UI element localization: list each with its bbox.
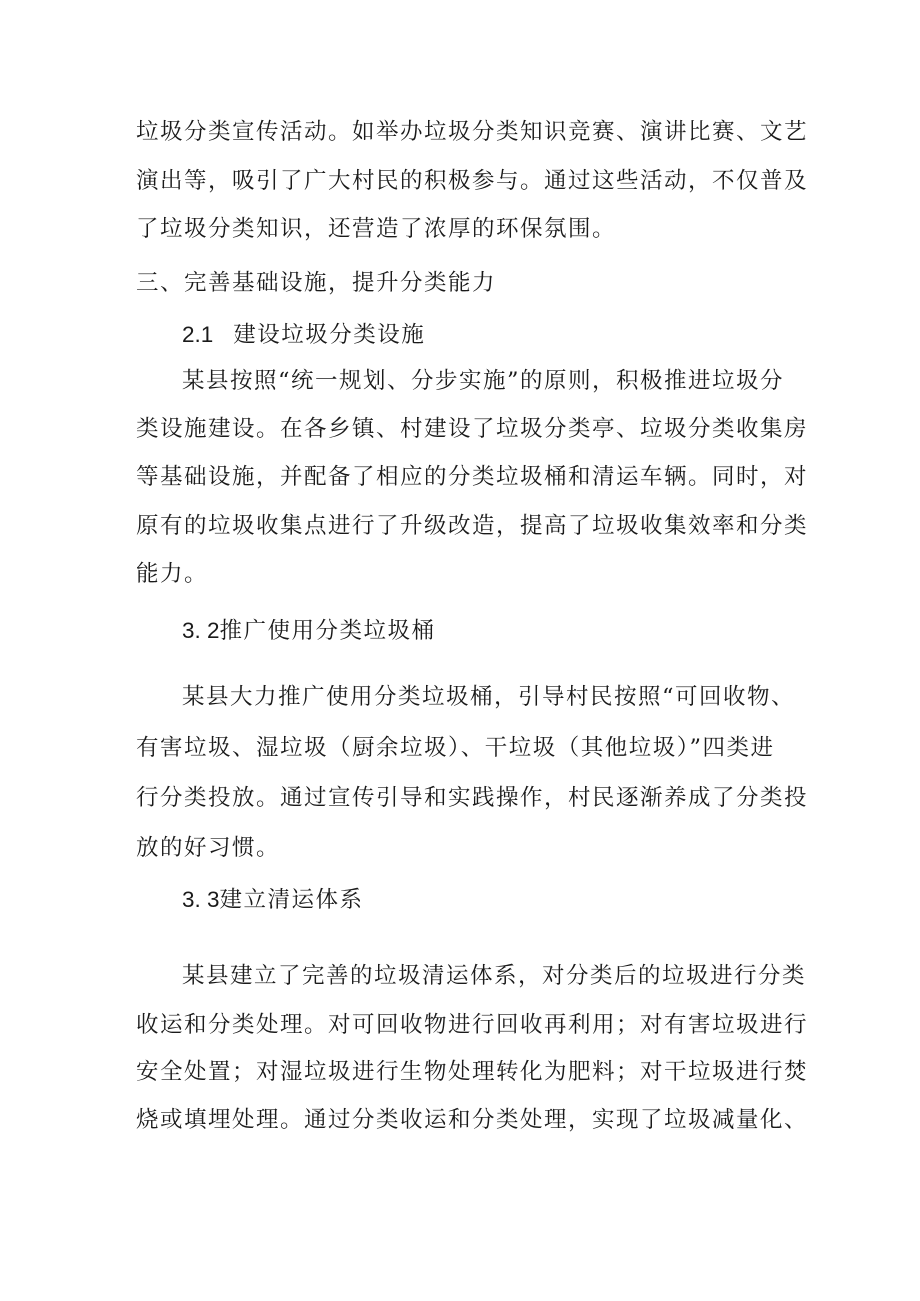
paragraph-line: 某县建立了完善的垃圾清运体系，对分类后的垃圾进行分类 <box>182 963 807 989</box>
paragraph-line: 垃圾分类宣传活动。如举办垃圾分类知识竞赛、演讲比赛、文艺 <box>136 119 809 145</box>
paragraph-line: 放的好习惯。 <box>136 835 281 861</box>
paragraph-line: 了垃圾分类知识，还营造了浓厚的环保氛围。 <box>136 216 617 242</box>
subheading-title: 建设垃圾分类设施 <box>233 322 426 348</box>
subheading-number: 2.1 <box>182 322 214 347</box>
paragraph-line: 安全处置；对湿垃圾进行生物处理转化为肥料；对干垃圾进行焚 <box>136 1059 809 1085</box>
paragraph-line: 有害垃圾、湿垃圾（厨余垃圾）、干垃圾（其他垃圾）”四类进 <box>136 735 775 761</box>
paragraph-line: 收运和分类处理。对可回收物进行回收再利用；对有害垃圾进行 <box>136 1012 809 1038</box>
paragraph-line: 类设施建设。在各乡镇、村建设了垃圾分类亭、垃圾分类收集房 <box>136 416 809 442</box>
paragraph-line: 能力。 <box>136 561 209 587</box>
paragraph-line: 原有的垃圾收集点进行了升级改造，提高了垃圾收集效率和分类 <box>136 513 809 539</box>
paragraph-line: 行分类投放。通过宣传引导和实践操作，村民逐渐养成了分类投 <box>136 785 809 811</box>
paragraph-line: 烧或填埋处理。通过分类收运和分类处理，实现了垃圾减量化、 <box>136 1107 809 1133</box>
paragraph-line: 某县按照“统一规划、分步实施”的原则，积极推进垃圾分 <box>182 368 785 394</box>
paragraph-line: 演出等，吸引了广大村民的积极参与。通过这些活动，不仅普及 <box>136 168 809 194</box>
paragraph-line: 等基础设施，并配备了相应的分类垃圾桶和清运车辆。同时，对 <box>136 464 809 490</box>
subheading-title: 推广使用分类垃圾桶 <box>219 618 436 644</box>
subheading-title: 建立清运体系 <box>219 887 364 913</box>
paragraph-line: 某县大力推广使用分类垃圾桶，引导村民按照“可回收物、 <box>182 684 796 710</box>
subheading-3-3 <box>182 885 364 915</box>
section-heading: 三、完善基础设施，提升分类能力 <box>136 270 497 296</box>
subheading-2-1 <box>182 320 425 350</box>
subheading-3-2 <box>182 616 436 646</box>
subheading-number: 3. 2 <box>182 618 220 643</box>
subheading-number: 3. 3 <box>182 887 220 912</box>
